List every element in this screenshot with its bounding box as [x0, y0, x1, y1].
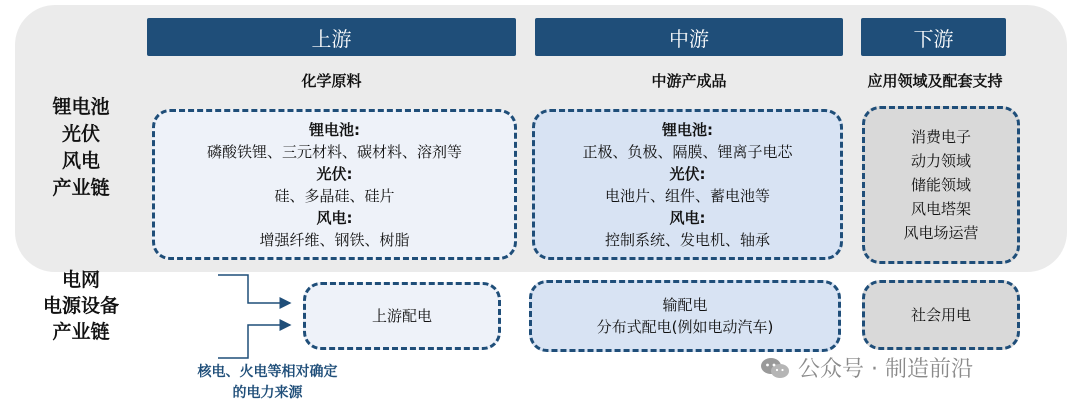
header-downstream: 下游 [861, 18, 1006, 56]
midstream-wind-items: 控制系统、发电机、轴承 [604, 230, 770, 249]
side-label-line: 产业链 [52, 177, 110, 199]
distributed-distribution-label: 分布式配电(例如电动汽车) [596, 318, 774, 336]
side-label-line: 电网 [61, 269, 100, 291]
transmission-label: 输配电 [662, 296, 708, 314]
upstream-lithium-items: 磷酸铁锂、三元材料、碳材料、溶剂等 [206, 142, 462, 161]
side-label-line: 产业链 [52, 321, 110, 343]
upstream-pv-items: 硅、多晶硅、硅片 [274, 186, 395, 205]
power-source-note [160, 362, 375, 404]
midstream-lithium-title: 锂电池: [662, 120, 713, 139]
downstream-item: 消费电子 [910, 128, 971, 146]
watermark-text: 公众号 · 制造前沿 [798, 357, 973, 382]
downstream-item: 储能领域 [910, 176, 971, 194]
midstream-lithium-items: 正极、负极、隔膜、锂离子电芯 [582, 142, 793, 161]
side-label-line: 锂电池 [52, 96, 110, 118]
subheader-downstream: 应用领域及配套支持 [867, 72, 1003, 90]
upstream-wind-items: 增强纤维、钢铁、树脂 [259, 230, 410, 249]
midstream-wind-title: 风电: [669, 208, 706, 227]
side-label-line: 光伏 [61, 123, 100, 145]
note-line: 的电力来源 [232, 385, 303, 401]
upstream-lithium-title: 锂电池: [309, 120, 360, 139]
midstream-pv-items: 电池片、组件、蓄电池等 [604, 186, 770, 205]
midstream-pv-title: 光伏: [669, 164, 706, 183]
upstream-wind-title: 风电: [316, 208, 353, 227]
downstream-item: 动力领域 [910, 152, 971, 170]
arrow-upper [218, 275, 290, 303]
watermark [760, 352, 973, 383]
subheader-upstream: 化学原料 [301, 72, 362, 90]
note-line: 核电、火电等相对确定 [197, 364, 338, 380]
downstream-item: 风电场运营 [903, 224, 979, 242]
social-electricity-label: 社会用电 [910, 306, 971, 324]
arrow-lower [218, 325, 290, 358]
downstream-item: 风电塔架 [910, 200, 971, 218]
header-midstream: 中游 [535, 18, 843, 56]
side-label-line: 风电 [61, 150, 100, 172]
header-upstream: 上游 [147, 18, 516, 56]
subheader-midstream: 中游产成品 [651, 72, 727, 90]
side-label-line: 电源设备 [42, 295, 119, 317]
wechat-icon [760, 356, 790, 380]
upstream-distribution-label: 上游配电 [371, 307, 432, 325]
upstream-pv-title: 光伏: [316, 164, 353, 183]
